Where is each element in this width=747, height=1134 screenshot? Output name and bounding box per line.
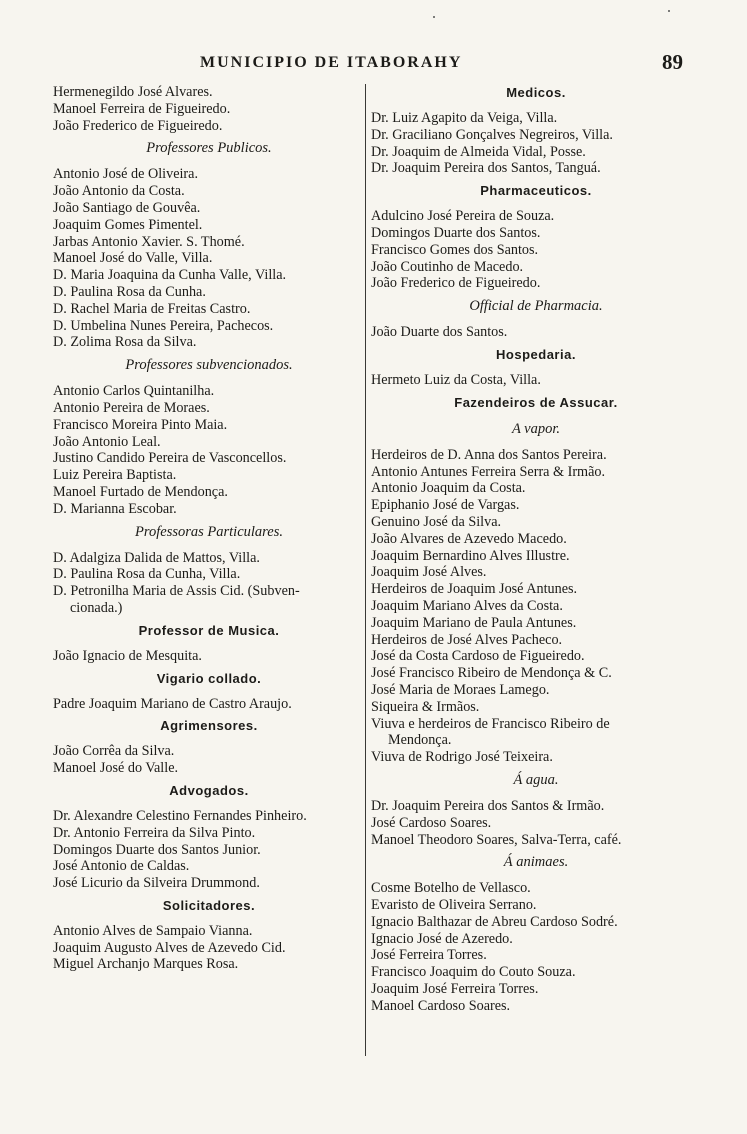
entry-line: D. Umbelina Nunes Pereira, Pachecos. <box>53 317 274 334</box>
entry-line: Cosme Botelho de Vellasco. <box>371 880 531 897</box>
entry-line: D. Petronilha Maria de Assis Cid. (Subven- <box>53 583 300 600</box>
entry-line: Dr. Alexandre Celestino Fernandes Pinheiro. <box>53 807 307 824</box>
entry-line: D. Marianna Escobar. <box>53 500 177 517</box>
page-title: MUNICIPIO DE ITABORAHY <box>200 54 463 71</box>
entry-line: D. Paulina Rosa da Cunha. <box>53 283 206 300</box>
section-heading-pharmaceuticos: Pharmaceuticos. <box>480 183 592 199</box>
entry-line: D. Zolima Rosa da Silva. <box>53 334 197 351</box>
section-heading-fazendeiros-de-assucar: Fazendeiros de Assucar. <box>454 394 618 410</box>
entry-line: Manoel Theodoro Soares, Salva-Terra, café. <box>371 831 622 848</box>
entry-line: Herdeiros de D. Anna dos Santos Pereira. <box>371 446 607 463</box>
ink-speck <box>433 16 435 18</box>
entry-line: Justino Candido Pereira de Vasconcellos. <box>53 450 287 467</box>
section-heading-advogados: Advogados. <box>169 782 249 798</box>
right-column <box>371 84 701 1015</box>
entry-line: João Duarte dos Santos. <box>371 324 508 341</box>
entry-line: Miguel Archanjo Marques Rosa. <box>53 956 239 973</box>
entry-line: Francisco Joaquim do Couto Souza. <box>371 964 576 981</box>
entry-line: D. Maria Joaquina da Cunha Valle, Villa. <box>53 267 287 284</box>
entry-line: Siqueira & Irmãos. <box>371 698 480 715</box>
entry-line: Manoel José do Valle, Villa. <box>53 250 213 267</box>
entry-line: Francisco Moreira Pinto Maia. <box>53 416 228 433</box>
entry-line: José Francisco Ribeiro de Mendonça & C. <box>371 665 612 682</box>
entry-line: Joaquim José Ferreira Torres. <box>371 981 539 998</box>
entry-line: Dr. Graciliano Gonçalves Negreiros, Villa. <box>371 126 613 143</box>
entry-line: Dr. Joaquim Pereira dos Santos & Irmão. <box>371 797 605 814</box>
entry-line: Dr. Luiz Agapito da Veiga, Villa. <box>371 110 558 126</box>
entry-line: Antonio Carlos Quintanilha. <box>53 383 215 400</box>
entry-line: cionada.) <box>70 599 123 616</box>
entry-line: José Cardoso Soares. <box>371 814 492 831</box>
left-column <box>53 84 365 973</box>
entry-line: José da Costa Cardoso de Figueiredo. <box>371 648 585 665</box>
entry-line: D. Rachel Maria de Freitas Castro. <box>53 300 251 317</box>
entry-line: D. Adalgiza Dalida de Mattos, Villa. <box>53 549 260 566</box>
entry-line: João Corrêa da Silva. <box>53 743 175 760</box>
entry-line: João Ignacio de Mesquita. <box>53 647 202 664</box>
entry-line: Mendonça. <box>388 732 452 749</box>
entry-line: João Frederico de Figueiredo. <box>53 117 223 134</box>
entry-line: Hermenegildo José Alvares. <box>53 84 213 100</box>
entry-line: Viuva de Rodrigo José Teixeira. <box>371 749 553 766</box>
entry-line: Dr. Antonio Ferreira da Silva Pinto. <box>53 824 256 841</box>
entry-line: Epiphanio José de Vargas. <box>371 497 520 514</box>
page-header <box>0 50 747 80</box>
entry-line: Antonio Pereira de Moraes. <box>53 399 210 416</box>
entry-line: Jarbas Antonio Xavier. S. Thomé. <box>53 233 245 250</box>
entry-line: João Coutinho de Macedo. <box>371 258 524 275</box>
entry-line: Antonio José de Oliveira. <box>53 166 198 183</box>
entry-line: Antonio Joaquim da Costa. <box>371 480 526 497</box>
entry-line: Domingos Duarte dos Santos. <box>371 224 541 241</box>
entry-line: Ignacio José de Azeredo. <box>371 930 513 947</box>
entry-line: Joaquim Gomes Pimentel. <box>53 216 203 233</box>
entry-line: João Alvares de Azevedo Macedo. <box>371 530 567 547</box>
section-heading-a-animaes: Á animaes. <box>503 854 569 871</box>
column-divider <box>365 84 366 1056</box>
entry-line: Luiz Pereira Baptista. <box>53 467 177 484</box>
section-heading-professor-de-musica: Professor de Musica. <box>138 622 280 638</box>
entry-line: Viuva e herdeiros de Francisco Ribeiro de <box>371 715 610 732</box>
section-heading-agrimensores: Agrimensores. <box>160 718 258 734</box>
entry-line: João Frederico de Figueiredo. <box>371 275 541 292</box>
ink-speck <box>668 10 670 12</box>
entry-line: Joaquim José Alves. <box>371 564 487 581</box>
entry-line: Francisco Gomes dos Santos. <box>371 241 539 258</box>
entry-line: Padre Joaquim Mariano de Castro Araujo. <box>53 695 292 712</box>
page-number: 89 <box>662 50 683 74</box>
entry-line: Genuino José da Silva. <box>371 513 502 530</box>
entry-line: Joaquim Bernardino Alves Illustre. <box>371 547 570 564</box>
entry-line: Ignacio Balthazar de Abreu Cardoso Sodré. <box>371 913 618 930</box>
section-heading-official-de-pharmacia: Official de Pharmacia. <box>469 298 603 315</box>
entry-line: Adulcino José Pereira de Souza. <box>371 208 555 225</box>
section-heading-medicos: Medicos. <box>506 85 566 100</box>
section-heading-professoras-particulares: Professoras Particulares. <box>135 523 283 540</box>
entry-line: Dr. Joaquim Pereira dos Santos, Tanguá. <box>371 160 601 177</box>
entry-line: João Antonio da Costa. <box>53 183 185 200</box>
section-heading-professores-publicos: Professores Publicos. <box>146 140 272 157</box>
entry-line: Dr. Joaquim de Almeida Vidal, Posse. <box>371 143 586 160</box>
entry-line: Manoel Furtado de Mendonça. <box>53 483 228 500</box>
section-heading-a-agua: Á agua. <box>513 771 559 788</box>
entry-line: Herdeiros de José Alves Pacheco. <box>371 631 563 648</box>
entry-line: Joaquim Augusto Alves de Azevedo Cid. <box>53 939 286 956</box>
entry-line: João Santiago de Gouvêa. <box>53 199 201 216</box>
entry-line: João Antonio Leal. <box>53 433 161 450</box>
section-heading-professores-subvencionados: Professores subvencionados. <box>125 357 293 374</box>
entry-line: Joaquim Mariano de Paula Antunes. <box>371 614 577 631</box>
entry-line: Hermeto Luiz da Costa, Villa. <box>371 371 541 388</box>
section-heading-hospedaria: Hospedaria. <box>496 346 576 362</box>
entry-line: Domingos Duarte dos Santos Junior. <box>53 841 261 858</box>
section-heading-solicitadores: Solicitadores. <box>162 897 256 913</box>
entry-line: Evaristo de Oliveira Serrano. <box>371 897 537 914</box>
entry-line: Herdeiros de Joaquim José Antunes. <box>371 581 578 598</box>
entry-line: D. Paulina Rosa da Cunha, Villa. <box>53 566 241 583</box>
entry-line: Antonio Antunes Ferreira Serra & Irmão. <box>371 463 606 480</box>
entry-line: José Licurio da Silveira Drummond. <box>53 875 260 892</box>
section-heading-a-vapor: A vapor. <box>511 420 561 437</box>
entry-line: José Maria de Moraes Lamego. <box>371 681 550 698</box>
entry-line: Joaquim Mariano Alves da Costa. <box>371 597 563 614</box>
entry-line: Antonio Alves de Sampaio Vianna. <box>53 922 253 939</box>
entry-line: Manoel Ferreira de Figueiredo. <box>53 100 231 117</box>
entry-line: José Antonio de Caldas. <box>53 858 190 875</box>
section-heading-vigario-collado: Vigario collado. <box>156 670 262 686</box>
entry-line: Manoel José do Valle. <box>53 760 179 777</box>
entry-line: José Ferreira Torres. <box>371 947 487 964</box>
entry-line: Manoel Cardoso Soares. <box>371 997 511 1014</box>
